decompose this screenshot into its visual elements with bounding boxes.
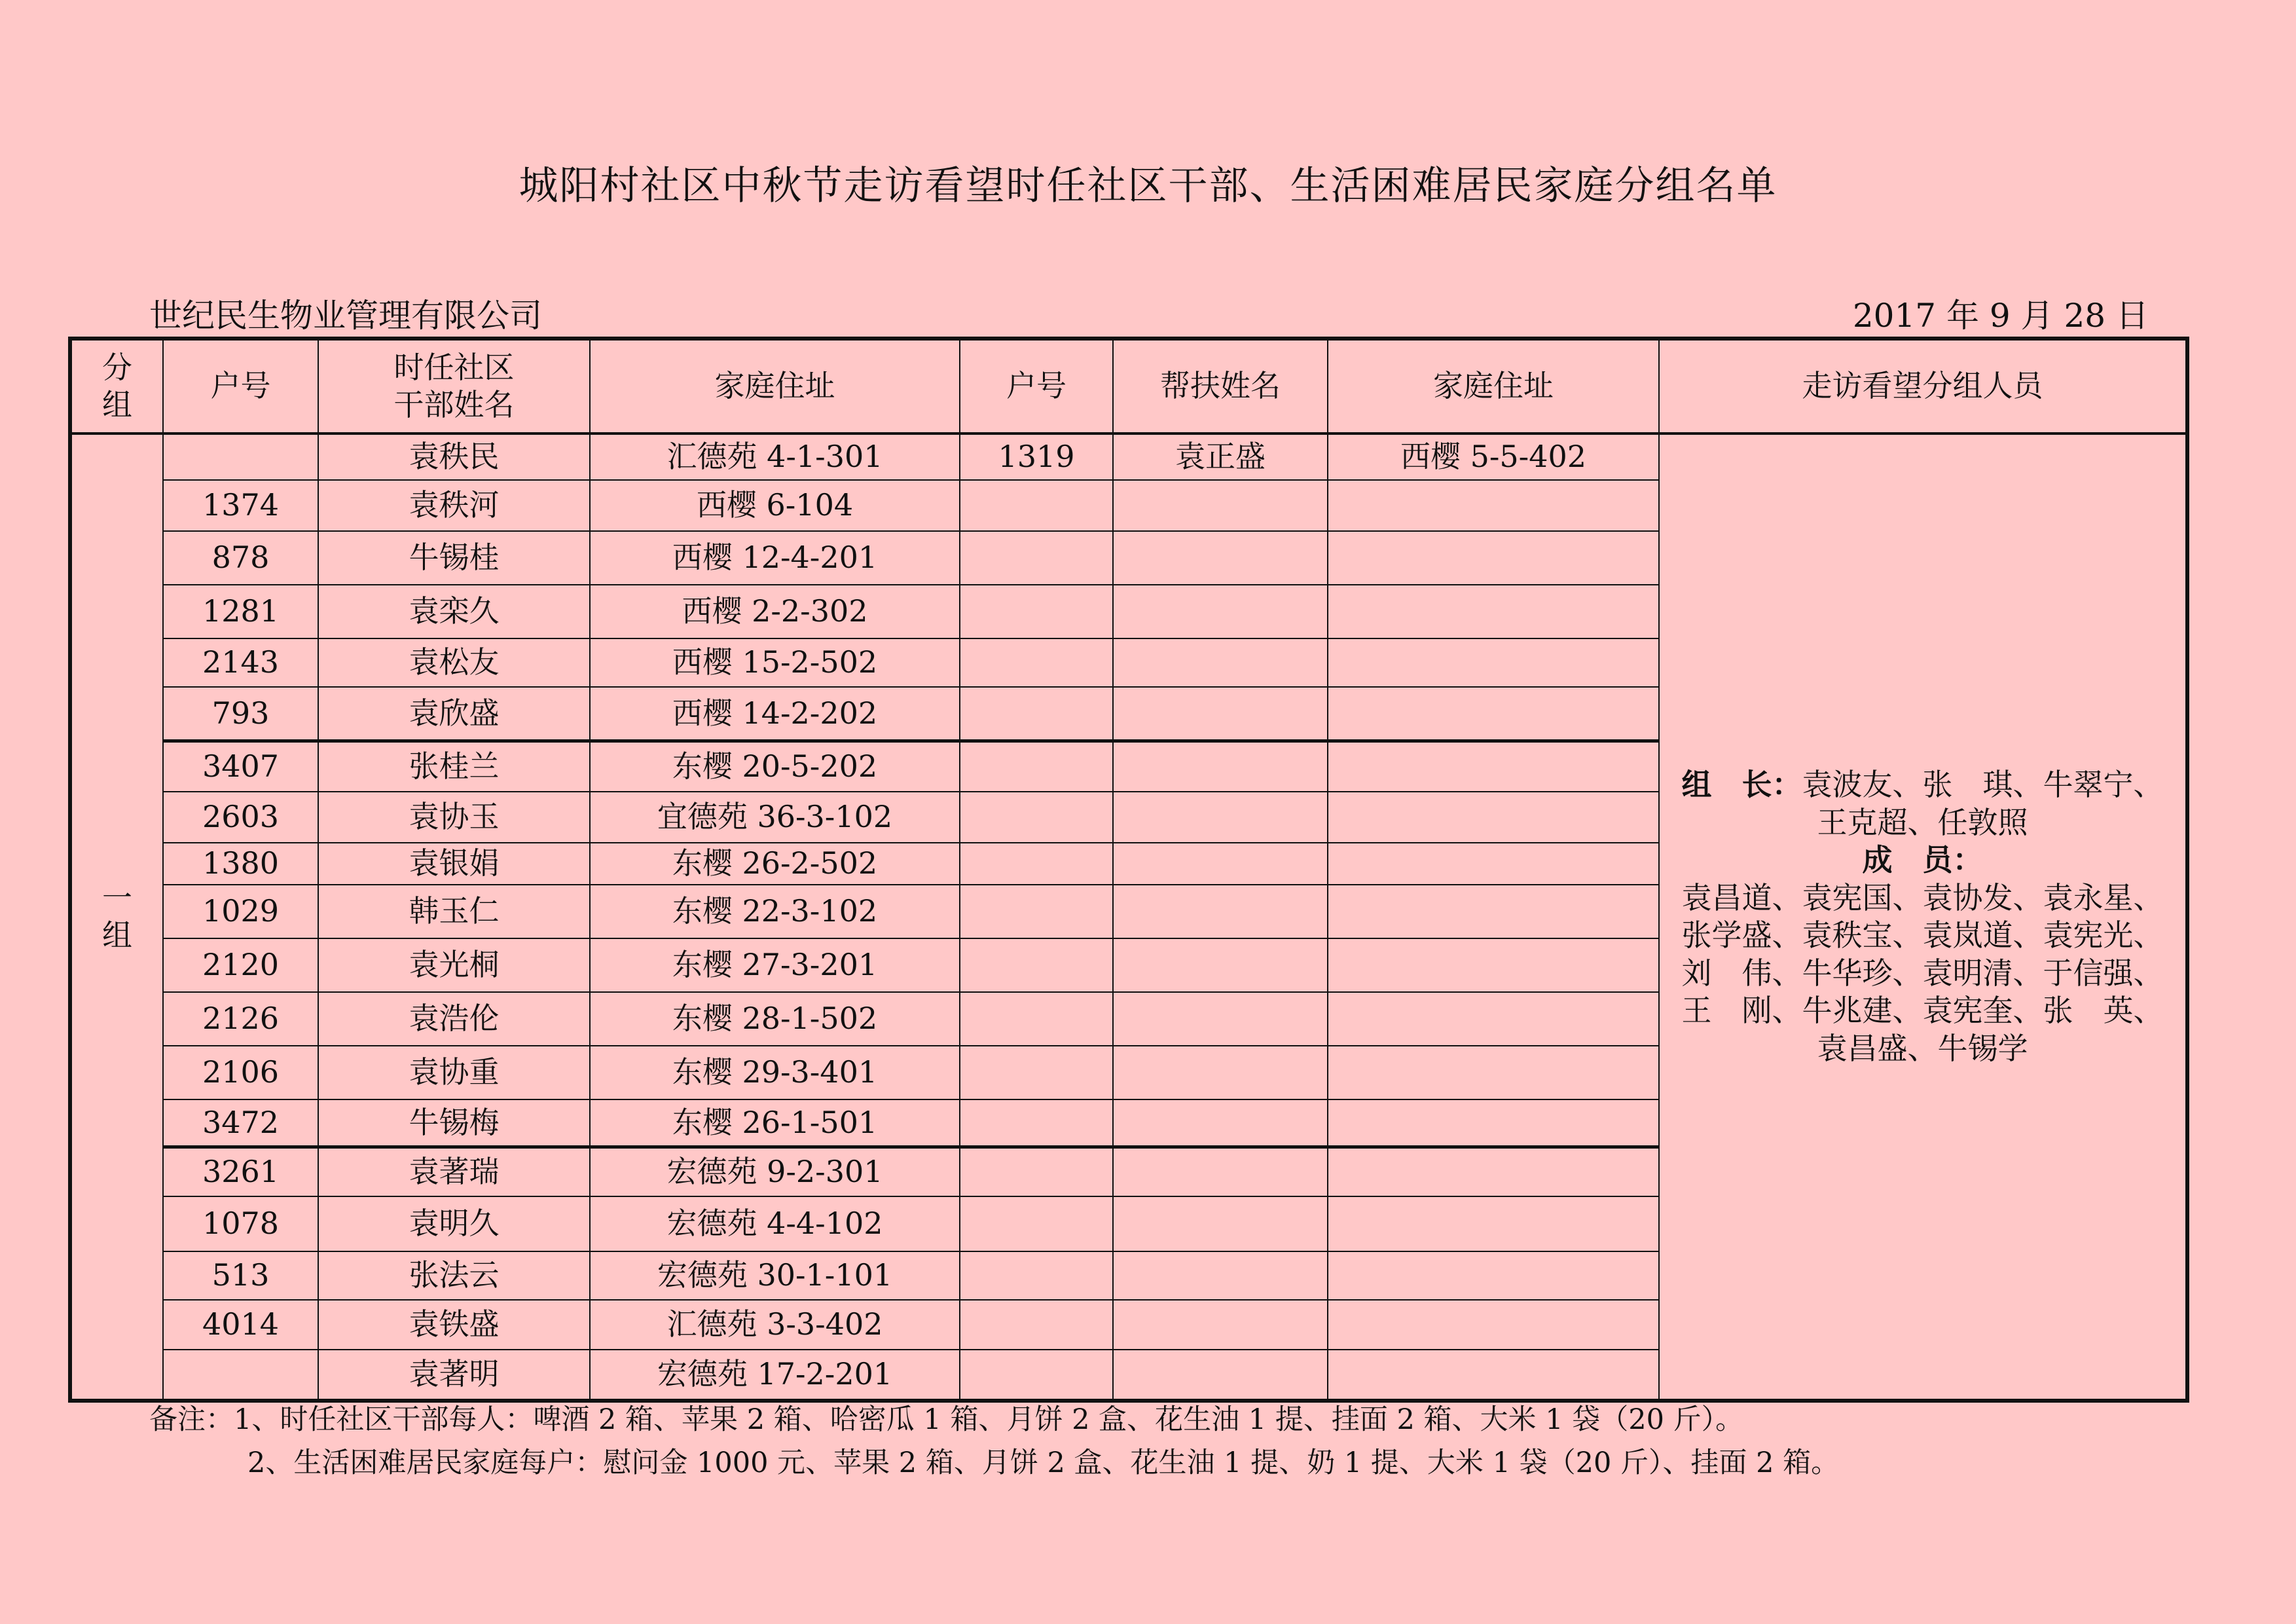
cell-house-no-2 bbox=[960, 792, 1113, 843]
cell-house-no-2 bbox=[960, 1300, 1113, 1350]
cell-house-no-2 bbox=[960, 1251, 1113, 1300]
cell-house-no-2 bbox=[960, 938, 1113, 992]
cell-house-no-2 bbox=[960, 1196, 1113, 1251]
header-cadre-name: 时任社区 干部姓名 bbox=[318, 339, 590, 434]
cell-aid-name bbox=[1113, 480, 1328, 531]
cell-aid-name bbox=[1113, 531, 1328, 585]
cell-house-no: 513 bbox=[163, 1251, 318, 1300]
header-visit-members: 走访看望分组人员 bbox=[1659, 339, 2187, 434]
cell-house-no: 2126 bbox=[163, 992, 318, 1046]
cell-house-no: 4014 bbox=[163, 1300, 318, 1350]
cell-address-2 bbox=[1328, 1251, 1659, 1300]
roster-body bbox=[70, 434, 2187, 1401]
cell-address-2 bbox=[1328, 1099, 1659, 1147]
cell-address-2 bbox=[1328, 1196, 1659, 1251]
cell-cadre-name: 袁欣盛 bbox=[318, 687, 590, 741]
leader-names-line-1: 袁波友、张 琪、牛翠宁、 bbox=[1802, 767, 2164, 802]
cell-house-no: 2106 bbox=[163, 1046, 318, 1099]
cell-house-no: 2120 bbox=[163, 938, 318, 992]
cell-address-2 bbox=[1328, 885, 1659, 938]
cell-address: 宏德苑 30-1-101 bbox=[590, 1251, 960, 1300]
cell-house-no bbox=[163, 434, 318, 480]
header-house-no-2: 户号 bbox=[960, 339, 1113, 434]
cell-house-no: 793 bbox=[163, 687, 318, 741]
cell-cadre-name: 袁秩河 bbox=[318, 480, 590, 531]
cell-aid-name bbox=[1113, 741, 1328, 792]
cell-address: 汇德苑 3-3-402 bbox=[590, 1300, 960, 1350]
cell-address: 西樱 2-2-302 bbox=[590, 585, 960, 638]
cell-cadre-name: 张法云 bbox=[318, 1251, 590, 1300]
cell-address: 汇德苑 4-1-301 bbox=[590, 434, 960, 480]
cell-address: 西樱 12-4-201 bbox=[590, 531, 960, 585]
cell-house-no-2: 1319 bbox=[960, 434, 1113, 480]
cell-address-2 bbox=[1328, 1300, 1659, 1350]
cell-aid-name bbox=[1113, 687, 1328, 741]
cell-address: 东樱 28-1-502 bbox=[590, 992, 960, 1046]
cell-cadre-name: 袁著明 bbox=[318, 1350, 590, 1401]
cell-address: 东樱 26-1-501 bbox=[590, 1099, 960, 1147]
cell-address-2 bbox=[1328, 843, 1659, 885]
cell-address-2 bbox=[1328, 480, 1659, 531]
members-label: 成 员： bbox=[1862, 842, 1983, 877]
cell-cadre-name: 袁松友 bbox=[318, 638, 590, 687]
cell-cadre-name: 袁银娟 bbox=[318, 843, 590, 885]
cell-house-no: 878 bbox=[163, 531, 318, 585]
cell-aid-name bbox=[1113, 1300, 1328, 1350]
cell-address: 东樱 27-3-201 bbox=[590, 938, 960, 992]
cell-house-no-2 bbox=[960, 992, 1113, 1046]
table-row bbox=[70, 434, 2187, 480]
cell-address-2 bbox=[1328, 1046, 1659, 1099]
cell-address-2 bbox=[1328, 585, 1659, 638]
cell-cadre-name: 袁协玉 bbox=[318, 792, 590, 843]
cell-cadre-name: 袁光桐 bbox=[318, 938, 590, 992]
roster-table bbox=[68, 337, 2189, 1403]
header-row bbox=[70, 339, 2187, 434]
cell-house-no-2 bbox=[960, 1147, 1113, 1196]
cell-address: 东樱 29-3-401 bbox=[590, 1046, 960, 1099]
cell-house-no-2 bbox=[960, 843, 1113, 885]
cell-aid-name: 袁正盛 bbox=[1113, 434, 1328, 480]
note-1: 备注：1、时任社区干部每人：啤酒 2 箱、苹果 2 箱、哈密瓜 1 箱、月饼 2 盒、花生油 1 提、挂面 2 箱、大米 1 袋（20 斤）。 bbox=[149, 1403, 1744, 1436]
document-date: 2017 年 9 月 28 日 bbox=[1852, 297, 2149, 335]
company-name: 世纪民生物业管理有限公司 bbox=[149, 297, 542, 335]
cell-house-no-2 bbox=[960, 480, 1113, 531]
cell-house-no-2 bbox=[960, 741, 1113, 792]
cell-house-no: 1281 bbox=[163, 585, 318, 638]
group-label-cell: 一 组 bbox=[70, 434, 163, 1401]
cell-address: 西樱 14-2-202 bbox=[590, 687, 960, 741]
cell-address-2 bbox=[1328, 531, 1659, 585]
header-house-no: 户号 bbox=[163, 339, 318, 434]
cell-house-no-2 bbox=[960, 1046, 1113, 1099]
cell-aid-name bbox=[1113, 1251, 1328, 1300]
cell-address: 西樱 15-2-502 bbox=[590, 638, 960, 687]
cell-address-2 bbox=[1328, 687, 1659, 741]
cell-address-2 bbox=[1328, 992, 1659, 1046]
cell-address: 东樱 20-5-202 bbox=[590, 741, 960, 792]
member-names-line: 刘 伟、牛华珍、袁明清、于信强、 bbox=[1681, 955, 2164, 991]
cell-address: 东樱 22-3-102 bbox=[590, 885, 960, 938]
cell-cadre-name: 袁协重 bbox=[318, 1046, 590, 1099]
leader-names-line-2: 王克超、任敦照 bbox=[1817, 804, 2028, 840]
note-2: 2、生活困难居民家庭每户：慰问金 1000 元、苹果 2 箱、月饼 2 盒、花生油 1 提、奶 1 提、大米 1 袋（20 斤）、挂面 2 箱。 bbox=[247, 1447, 1840, 1479]
cell-aid-name bbox=[1113, 1099, 1328, 1147]
cell-house-no: 3261 bbox=[163, 1147, 318, 1196]
header-group: 分 组 bbox=[70, 339, 163, 434]
cell-address-2 bbox=[1328, 741, 1659, 792]
cell-address: 宜德苑 36-3-102 bbox=[590, 792, 960, 843]
cell-house-no: 3407 bbox=[163, 741, 318, 792]
cell-address-2: 西樱 5-5-402 bbox=[1328, 434, 1659, 480]
cell-address: 东樱 26-2-502 bbox=[590, 843, 960, 885]
cell-aid-name bbox=[1113, 1046, 1328, 1099]
cell-cadre-name: 袁秩民 bbox=[318, 434, 590, 480]
cell-house-no bbox=[163, 1350, 318, 1401]
cell-address-2 bbox=[1328, 1350, 1659, 1401]
cell-aid-name bbox=[1113, 843, 1328, 885]
cell-house-no-2 bbox=[960, 687, 1113, 741]
cell-house-no-2 bbox=[960, 885, 1113, 938]
cell-address-2 bbox=[1328, 1147, 1659, 1196]
cell-address: 宏德苑 9-2-301 bbox=[590, 1147, 960, 1196]
member-names-line: 王 刚、牛兆建、袁宪奎、张 英、 bbox=[1681, 993, 2164, 1028]
cell-house-no: 2603 bbox=[163, 792, 318, 843]
cell-aid-name bbox=[1113, 1147, 1328, 1196]
cell-cadre-name: 袁明久 bbox=[318, 1196, 590, 1251]
cell-aid-name bbox=[1113, 638, 1328, 687]
header-address: 家庭住址 bbox=[590, 339, 960, 434]
cell-cadre-name: 袁浩伦 bbox=[318, 992, 590, 1046]
cell-house-no-2 bbox=[960, 1350, 1113, 1401]
cell-address: 西樱 6-104 bbox=[590, 480, 960, 531]
cell-house-no: 1029 bbox=[163, 885, 318, 938]
cell-house-no-2 bbox=[960, 1099, 1113, 1147]
cell-house-no: 1380 bbox=[163, 843, 318, 885]
cell-cadre-name: 牛锡桂 bbox=[318, 531, 590, 585]
cell-address: 宏德苑 17-2-201 bbox=[590, 1350, 960, 1401]
header-address-2: 家庭住址 bbox=[1328, 339, 1659, 434]
cell-cadre-name: 袁铁盛 bbox=[318, 1300, 590, 1350]
member-names-line: 袁昌盛、牛锡学 bbox=[1817, 1030, 2028, 1066]
cell-address-2 bbox=[1328, 938, 1659, 992]
leader-label: 组 长： bbox=[1681, 767, 1802, 802]
visit-group-cell bbox=[1659, 434, 2187, 1401]
cell-aid-name bbox=[1113, 792, 1328, 843]
cell-address-2 bbox=[1328, 638, 1659, 687]
cell-aid-name bbox=[1113, 885, 1328, 938]
cell-house-no-2 bbox=[960, 638, 1113, 687]
page-title: 城阳村社区中秋节走访看望时任社区干部、生活困难居民家庭分组名单 bbox=[519, 163, 1777, 209]
cell-cadre-name: 袁著瑞 bbox=[318, 1147, 590, 1196]
cell-house-no-2 bbox=[960, 531, 1113, 585]
cell-aid-name bbox=[1113, 938, 1328, 992]
cell-house-no: 2143 bbox=[163, 638, 318, 687]
cell-house-no: 1374 bbox=[163, 480, 318, 531]
cell-address-2 bbox=[1328, 792, 1659, 843]
member-names-line: 袁昌道、袁宪国、袁协发、袁永星、 bbox=[1681, 879, 2164, 915]
cell-aid-name bbox=[1113, 1350, 1328, 1401]
cell-house-no-2 bbox=[960, 585, 1113, 638]
cell-address: 宏德苑 4-4-102 bbox=[590, 1196, 960, 1251]
cell-cadre-name: 韩玉仁 bbox=[318, 885, 590, 938]
cell-cadre-name: 张桂兰 bbox=[318, 741, 590, 792]
cell-aid-name bbox=[1113, 585, 1328, 638]
cell-house-no: 1078 bbox=[163, 1196, 318, 1251]
cell-house-no: 3472 bbox=[163, 1099, 318, 1147]
header-aid-name: 帮扶姓名 bbox=[1113, 339, 1328, 434]
cell-aid-name bbox=[1113, 1196, 1328, 1251]
member-names-line: 张学盛、袁秩宝、袁岚道、袁宪光、 bbox=[1681, 917, 2164, 953]
cell-aid-name bbox=[1113, 992, 1328, 1046]
cell-cadre-name: 牛锡梅 bbox=[318, 1099, 590, 1147]
cell-cadre-name: 袁栾久 bbox=[318, 585, 590, 638]
notes bbox=[149, 1398, 1839, 1485]
